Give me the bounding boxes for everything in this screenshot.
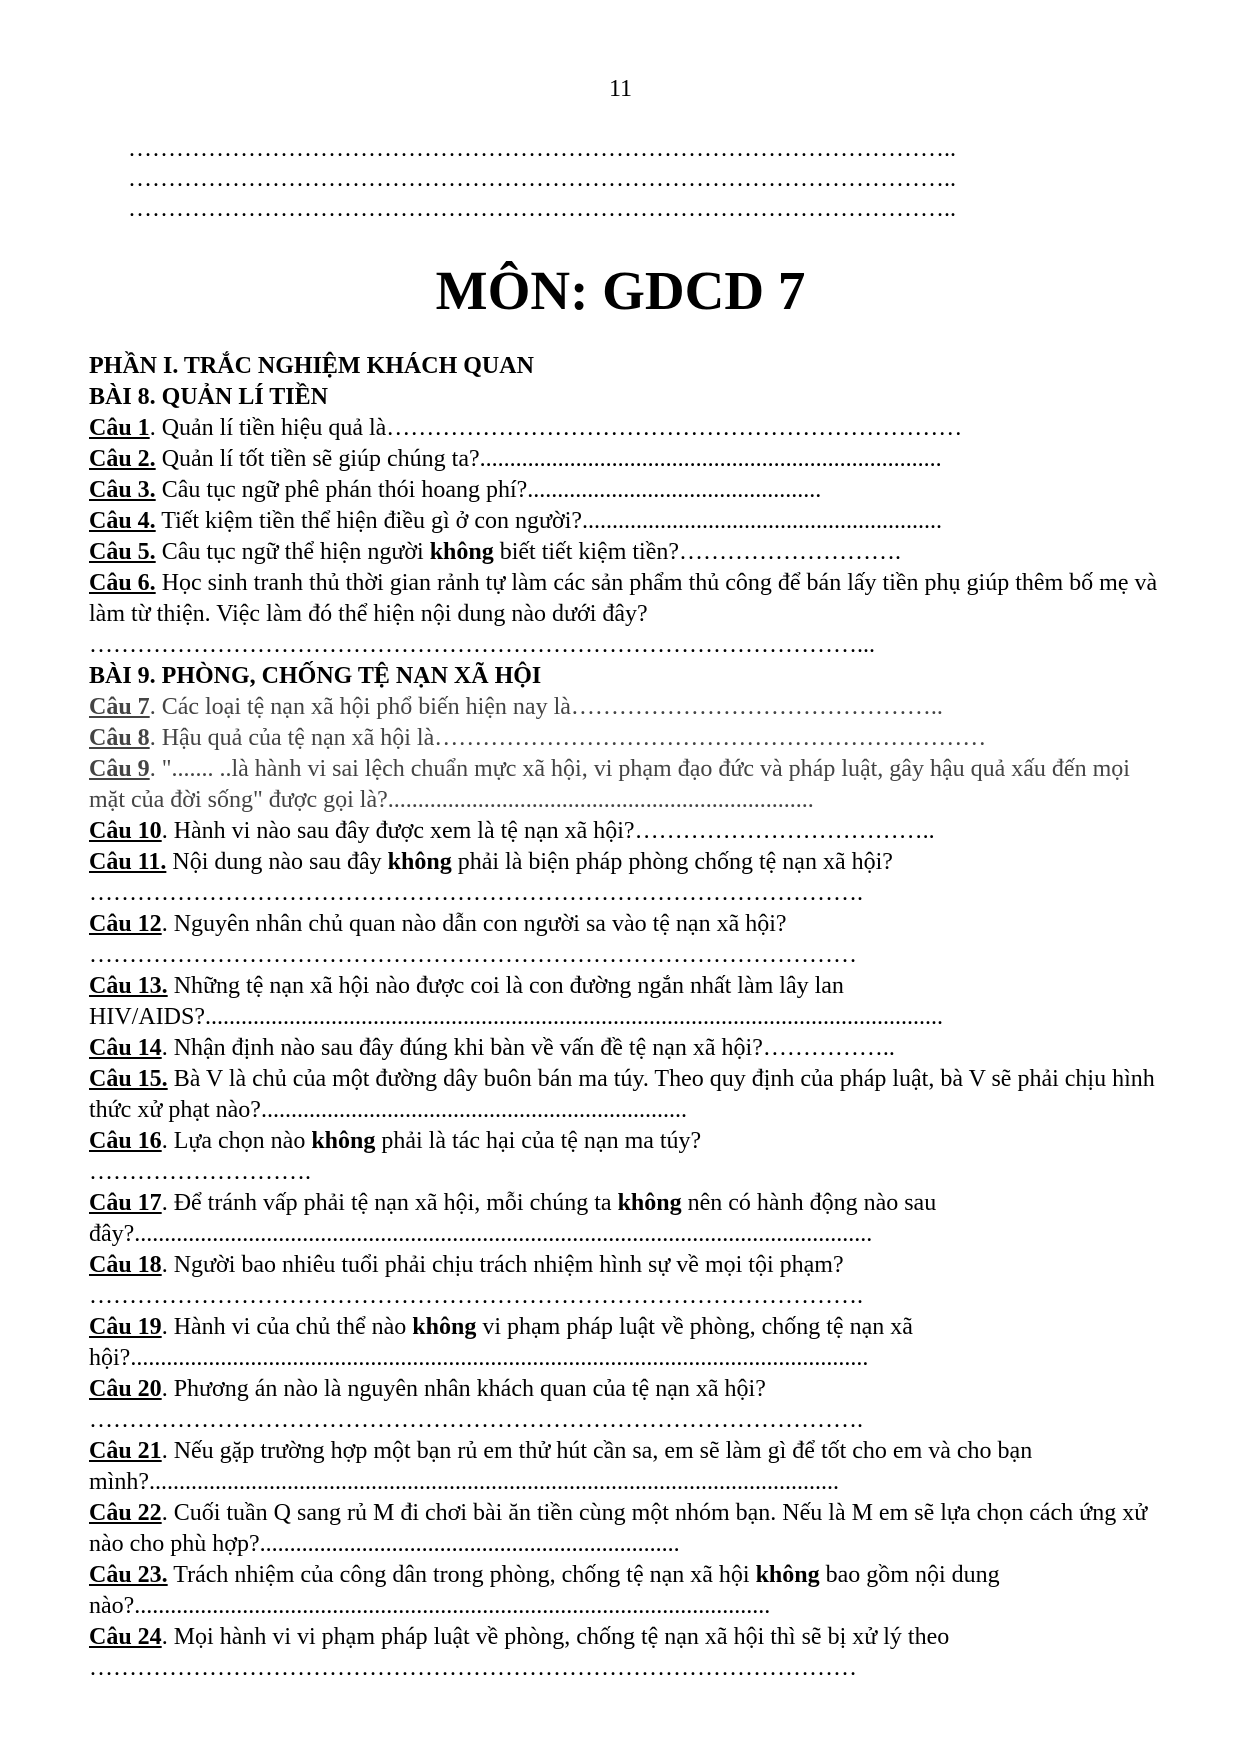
question-text: . "....... ..là hành vi sai lệch chuẩn mực xã hội, vi phạm đạo đức và pháp luật, gây hậu quả xấu đến mọi mặt của đời sống" được gọi là?.......................................................................: [89, 756, 1130, 813]
question-11: [89, 847, 1169, 909]
content: [89, 351, 1169, 1684]
question-6: [89, 568, 1169, 661]
question-text: . Nếu gặp trường hợp một bạn rủ em thử hút cần sa, em sẽ làm gì để tốt cho em và cho bạn mình?...................................................................................................................: [89, 1438, 1033, 1495]
answer-dots: ……………………………………………………………………………………...: [89, 632, 875, 658]
question-text: bao gồm nội dung nào?..........................................................................................................: [89, 1562, 1000, 1619]
question-17: [89, 1188, 1169, 1250]
lesson-8-heading: BÀI 8. QUẢN LÍ TIỀN: [89, 384, 328, 410]
question-13: [89, 971, 1169, 1033]
question-label: Câu 1: [89, 415, 150, 441]
question-label: Câu 4.: [89, 508, 156, 534]
question-text: Câu tục ngữ thể hiện người: [155, 539, 430, 565]
emphasis: không: [387, 849, 452, 875]
question-19: [89, 1312, 1169, 1374]
question-14: [89, 1033, 1169, 1064]
question-label: Câu 22: [89, 1500, 162, 1526]
answer-dots: ……………………………………………………………………………………: [89, 942, 857, 968]
question-text: Nội dung nào sau đây: [166, 849, 388, 875]
answer-dots: ……………………………………………………………………………………: [89, 1655, 857, 1681]
question-7: [89, 692, 1169, 723]
part-heading: PHẦN I. TRẮC NGHIỆM KHÁCH QUAN: [89, 353, 534, 379]
question-2: [89, 444, 1169, 475]
answer-dots: ……………………….: [89, 1159, 311, 1185]
question-text: . Cuối tuần Q sang rủ M đi chơi bài ăn tiền cùng một nhóm bạn. Nếu là M em sẽ lựa chọn cách ứng xử nào cho phù hợp?......................................................................: [89, 1500, 1148, 1557]
emphasis: không: [412, 1314, 477, 1340]
question-label: Câu 20: [89, 1376, 162, 1402]
question-text: . Để tránh vấp phải tệ nạn xã hội, mỗi chúng ta: [161, 1190, 618, 1216]
question-label: Câu 5.: [89, 539, 156, 565]
question-label: Câu 16: [89, 1128, 162, 1154]
question-text: . Hậu quả của tệ nạn xã hội là……………………………………………………………: [149, 725, 987, 751]
question-3: [89, 475, 1169, 506]
question-21: [89, 1436, 1169, 1498]
emphasis: không: [755, 1562, 820, 1588]
question-text: nên có hành động nào sau đây?...........................................................................................................................: [89, 1190, 937, 1247]
answer-dots: …………………………………………………………………………………….: [89, 880, 863, 906]
emphasis: không: [429, 539, 494, 565]
question-text: Quản lí tốt tiền sẽ giúp chúng ta?.............................................................................: [155, 446, 942, 472]
question-label: Câu 18: [89, 1252, 162, 1278]
question-text: . Nguyên nhân chủ quan nào dẫn con người sa vào tệ nạn xã hội?: [161, 911, 787, 937]
question-label: Câu 8: [89, 725, 150, 751]
question-label: Câu 21: [89, 1438, 162, 1464]
question-label: Câu 3.: [89, 477, 156, 503]
question-label: Câu 24: [89, 1624, 162, 1650]
question-text: Trách nhiệm của công dân trong phòng, chống tệ nạn xã hội: [167, 1562, 756, 1588]
question-16: [89, 1126, 1169, 1188]
question-label: Câu 10: [89, 818, 162, 844]
question-label: Câu 6.: [89, 570, 156, 596]
question-24: [89, 1622, 1169, 1684]
question-text: Bà V là chủ của một đường dây buôn bán ma túy. Theo quy định của pháp luật, bà V sẽ phải chịu hình thức xử phạt nào?.......................................................................: [89, 1066, 1155, 1123]
question-label: Câu 12: [89, 911, 162, 937]
question-label: Câu 17: [89, 1190, 162, 1216]
question-text: . Hành vi nào sau đây được xem là tệ nạn xã hội?………………………………..: [161, 818, 935, 844]
question-text: biết tiết kiệm tiền?……………………….: [493, 539, 902, 565]
question-9: [89, 754, 1169, 816]
question-label: Câu 13.: [89, 973, 168, 999]
question-label: Câu 15.: [89, 1066, 168, 1092]
question-label: Câu 2.: [89, 446, 156, 472]
subject-title: MÔN: GDCD 7: [435, 260, 806, 321]
question-text: Những tệ nạn xã hội nào được coi là con đường ngắn nhất làm lây lan HIV/AIDS?...........................................................................................................................: [89, 973, 943, 1030]
question-text: Tiết kiệm tiền thể hiện điều gì ở con người?............................................................: [155, 508, 943, 534]
question-text: . Lựa chọn nào: [161, 1128, 312, 1154]
question-text: . Người bao nhiêu tuổi phải chịu trách nhiệm hình sự về mọi tội phạm?: [161, 1252, 844, 1278]
question-text: . Quản lí tiền hiệu quả là………………………………………………………………: [149, 415, 963, 441]
question-label: Câu 23.: [89, 1562, 168, 1588]
page-number: 11: [608, 76, 633, 102]
question-text: Câu tục ngữ phê phán thói hoang phí?.................................................: [155, 477, 822, 503]
question-text: . Nhận định nào sau đây đúng khi bàn về vấn đề tệ nạn xã hội?……………..: [161, 1035, 895, 1061]
answer-dots: …………………………………………………………………………………….: [89, 1407, 863, 1433]
question-1: [89, 413, 1169, 444]
question-8: [89, 723, 1169, 754]
question-22: [89, 1498, 1169, 1560]
dot-line: …………………………………………………………………………………………..: [128, 136, 956, 162]
question-4: [89, 506, 1169, 537]
emphasis: không: [311, 1128, 376, 1154]
question-text: . Các loại tệ nạn xã hội phổ biến hiện nay là………………………………………..: [149, 694, 943, 720]
question-text: . Phương án nào là nguyên nhân khách quan của tệ nạn xã hội?: [161, 1376, 766, 1402]
question-label: Câu 11.: [89, 849, 167, 875]
question-label: Câu 19: [89, 1314, 162, 1340]
question-text: Học sinh tranh thủ thời gian rảnh tự làm các sản phẩm thủ công để bán lấy tiền phụ giúp thêm bố mẹ và làm từ thiện. Việc làm đó thể hiện nội dung nào dưới đây?: [89, 570, 1158, 627]
emphasis: không: [617, 1190, 682, 1216]
question-text: . Mọi hành vi vi phạm pháp luật về phòng, chống tệ nạn xã hội thì sẽ bị xử lý theo: [161, 1624, 950, 1650]
question-label: Câu 7: [89, 694, 150, 720]
question-text: . Hành vi của chủ thể nào: [161, 1314, 413, 1340]
question-5: [89, 537, 1169, 568]
question-10: [89, 816, 1169, 847]
lesson-9-heading: BÀI 9. PHÒNG, CHỐNG TỆ NẠN XÃ HỘI: [89, 663, 542, 689]
question-15: [89, 1064, 1169, 1126]
question-text: phải là biện pháp phòng chống tệ nạn xã hội?: [451, 849, 893, 875]
question-text: vi phạm pháp luật về phòng, chống tệ nạn xã hội?...........................................................................................................................: [89, 1314, 913, 1371]
question-18: [89, 1250, 1169, 1312]
dot-line: …………………………………………………………………………………………..: [128, 196, 956, 222]
dot-line: …………………………………………………………………………………………..: [128, 166, 956, 192]
question-label: Câu 9: [89, 756, 150, 782]
answer-dot-lines: [128, 134, 1153, 224]
question-label: Câu 14: [89, 1035, 162, 1061]
question-12: [89, 909, 1169, 971]
question-23: [89, 1560, 1169, 1622]
question-20: [89, 1374, 1169, 1436]
question-text: phải là tác hại của tệ nạn ma túy?: [375, 1128, 702, 1154]
answer-dots: …………………………………………………………………………………….: [89, 1283, 863, 1309]
